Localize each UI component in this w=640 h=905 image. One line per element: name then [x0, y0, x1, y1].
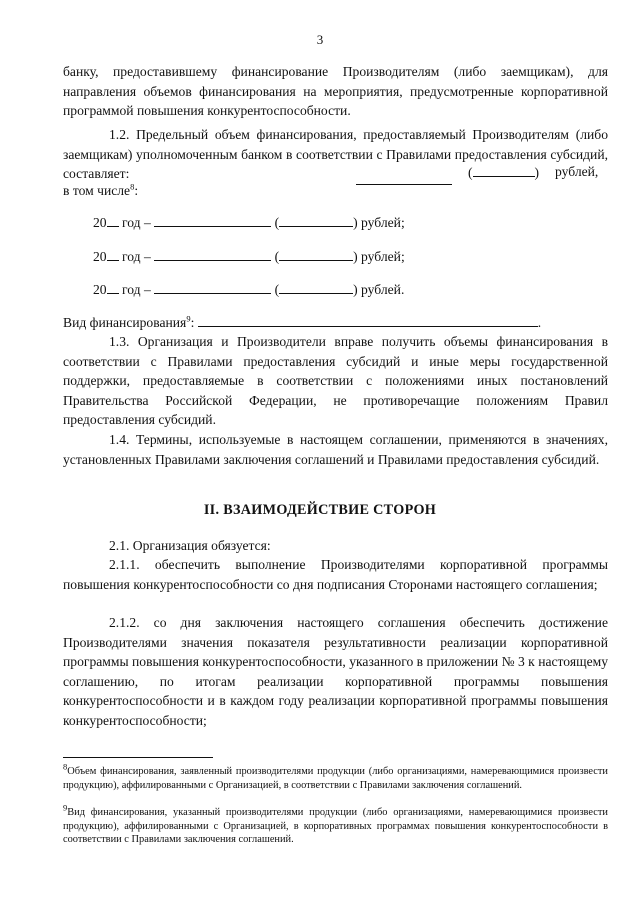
- footnote-8: $^8$Объем финансирования, заявленный производителями продукции (либо организациями, намеревающимися произвести продукцию), аффилированными с Организацией, в соответствии с Правилами заключения соглашений.: [63, 761, 608, 791]
- paragraph-1-2-text: 1.2. Предельный объем финансирования, предоставляемый Производителям (либо заемщикам) уполномоченным банком в соответствии с Правилами предоставления субсидий, составляет:: [63, 127, 608, 181]
- year-line-3: 20 год – ( ) рублей.: [93, 282, 405, 297]
- paragraph-intro: банку, предоставившему финансирование Производителям (либо заемщикам), для направления объемов финансирования на мероприятия, предусмотренные корпоративной программой повышения конкурентоспособности.: [63, 64, 608, 118]
- footnote-ref-8: 8: [130, 181, 135, 192]
- year-line-1: 20 год – ( ) рублей;: [93, 215, 405, 230]
- section-heading: II. ВЗАИМОДЕЙСТВИЕ СТОРОН: [203, 502, 437, 518]
- rubles-suffix: рублей,: [555, 164, 599, 179]
- footnote-divider: [63, 757, 213, 758]
- paragraph-1-3: 1.3. Организация и Производители вправе получить объемы финансирования в соответствии с Правилами предоставления субсидий и иные меры государственной поддержки, предоставляемые в соответствии с положениями иных постановлений Правительства Российской Федерации, не противоречащие положениям Правил предоставления субсидий.: [63, 334, 608, 427]
- footnote-9: $^9$Вид финансирования, указанный производителями продукции (либо организациями, намеревающимися произвести продукцию), аффилированными с Организацией, в корпоративных программах повышения конкурентоспособности в соответствии с Правилами заключения соглашений.: [63, 802, 608, 846]
- in-that-number-line: в том числе$^8$:: [63, 181, 139, 198]
- paragraph-2-1: 2.1. Организация обязуется:: [109, 538, 271, 553]
- amount-blank: [356, 172, 452, 185]
- year-line-2: 20 год – ( ) рублей;: [93, 249, 405, 264]
- paragraph-2-1-1: 2.1.1. обеспечить выполнение Производителями корпоративной программы повышения конкурентоспособности со дня подписания Сторонами настоящего соглашения;: [63, 557, 608, 592]
- page-number: 3: [316, 32, 324, 47]
- footnote-ref-9: 9: [186, 313, 191, 324]
- paragraph-2-1-2: 2.1.2. со дня заключения настоящего соглашения обеспечить достижение Производителями значения показателя результативности реализации корпоративной программы повышения конкурентоспособности, указанного в приложении № 3 к настоящему соглашению, по итогам реализации корпоративной программы повышения конкурентоспособности и в каждом году реализации корпоративной программы повышения конкурентоспособности;: [63, 615, 608, 728]
- paragraph-1-4: 1.4. Термины, используемые в настоящем соглашении, применяются в значениях, установленных Правилами заключения соглашений и Правилами предоставления субсидий.: [63, 432, 608, 467]
- parenthesis-blank: ( ): [468, 165, 540, 180]
- financing-type-line: Вид финансирования$^9$: .: [63, 313, 542, 330]
